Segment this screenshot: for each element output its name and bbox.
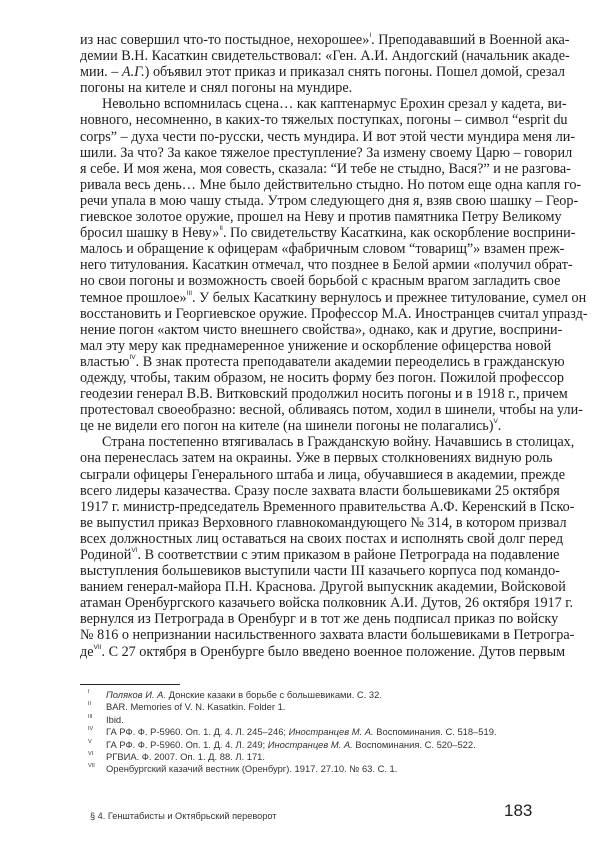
text-line — [80, 611, 559, 628]
footnote-text — [106, 714, 124, 726]
text-run: геодезии генерал В.В. Витковский продолжил носить погоны и в 1918 г., причем — [80, 386, 568, 403]
text-line — [80, 579, 566, 596]
footnote-ref[interactable]: VII — [93, 643, 102, 651]
text-line — [80, 128, 576, 145]
text-run: ГА РФ. Ф. Р-5960. Оп. 1. Д. 4. Л. 249; — [106, 738, 268, 750]
text-line — [80, 48, 570, 65]
page-number: 183 — [504, 801, 533, 820]
text-line — [80, 434, 575, 451]
text-line — [80, 241, 565, 258]
text-line — [80, 369, 564, 386]
text-run: него титулования. Касаткин отмечал, что позднее в Белой армии «получил обрат- — [80, 257, 573, 274]
footnote-ref[interactable]: II — [219, 225, 223, 233]
text-line — [80, 289, 587, 306]
text-run: я себе. И моя жена, моя совесть, сказала: “И тебе не стыдно, Вася?” и не разгова- — [80, 160, 571, 177]
text-run: бросил шашку в Неву» — [80, 225, 220, 242]
footnote-ref[interactable]: I — [369, 32, 372, 39]
running-title: § 4. Генштабисты и Октябрьский переворот — [90, 811, 277, 821]
footnote-ref[interactable]: IV — [129, 353, 136, 361]
text-line — [80, 64, 565, 81]
text-run: . С 27 октября в Оренбурге было введено военное положение. Дутов первым — [101, 643, 566, 660]
text-run: Оренбургский казачий вестник (Оренбург). 1917. 27.10. № 63. С. 1. — [106, 763, 398, 775]
text-run: одежду, чтобы, таким образом, не носить форму без погон. Пожилой профессор — [80, 369, 564, 386]
italic-text: Иностранцев М. А. — [288, 726, 374, 738]
text-line — [80, 595, 574, 612]
text-run: . По свидетельству Касаткина, как оскорбление восприни- — [222, 225, 576, 242]
text-line — [80, 530, 564, 547]
text-run: погоны на кителе и снял погоны на мундире. — [80, 80, 353, 97]
text-run: № 816 о непризнании насильственного захвата власти большевиками в Петрогра- — [80, 627, 575, 644]
text-run: Ibid. — [106, 713, 124, 725]
footnote-divider — [80, 684, 180, 685]
footnote-number: III — [88, 713, 93, 720]
footnote-number: II — [88, 701, 92, 708]
text-run: Страна постепенно втягивалась в Гражданскую войну. Начавшись в столицах, — [102, 434, 575, 451]
text-run: . У белых Касаткину вернулось и прежнее титулование, сумел он — [192, 289, 587, 306]
footnote-text — [106, 739, 476, 751]
text-line — [80, 225, 576, 242]
text-line — [80, 402, 583, 419]
text-run: Невольно вспомнилась сцена… как каптенармус Ерохин срезал у кадета, ви- — [102, 96, 567, 113]
text-run: речи упала в мою чашу стыда. Утром следующего дня я, взяв свою шашку – Геор- — [80, 192, 579, 209]
text-line — [80, 466, 566, 483]
text-run: темное прошлое» — [80, 289, 187, 306]
text-run: ) объявил этот приказ и приказал снять погоны. Пошел домой, срезал — [144, 64, 565, 81]
text-run: corps” – духа чести по-русски, честь мундира. И вот этой чести мундира меня ли- — [80, 128, 576, 145]
text-line — [80, 498, 575, 515]
text-line — [80, 273, 561, 290]
text-line — [80, 305, 588, 322]
text-run: це не видели его погон на кителе (на шинели погоны не полагались) — [80, 418, 494, 435]
text-run: Донские казаки в борьбе с большевиками. С. 32. — [166, 689, 382, 700]
text-line — [80, 112, 568, 129]
text-run: шили. За что? За какое тяжелое преступление? За измену своему Царю – говорил — [80, 144, 573, 161]
footnote-text — [106, 763, 397, 775]
text-run: мии. – — [80, 64, 122, 81]
text-line — [80, 547, 560, 563]
text-run: всего лидеры казачества. Сразу после захвата власти большевиками 25 октября — [80, 482, 560, 499]
body-text — [80, 32, 588, 660]
text-line — [80, 176, 582, 193]
text-run: выступления большевиков выступили части III казачьего корпуса под командо- — [80, 563, 560, 580]
footnote-ref[interactable]: III — [186, 289, 193, 297]
text-line — [80, 353, 565, 370]
text-run: протестовал своеобразно: весной, обливаясь потом, ходил в шинели, чтобы на ули- — [80, 402, 583, 419]
text-run: но свои погоны и возможность своей борьбой с красным врагом загладить свое — [80, 273, 561, 290]
footnote-number: V — [88, 738, 92, 745]
text-run: 1917 г. министр-председатель Временного правительства А.Ф. Керенский в Пско- — [80, 498, 575, 515]
footnote-text — [106, 751, 265, 763]
italic-text: А.Г. — [121, 64, 145, 81]
footnote — [88, 763, 548, 775]
text-run: из нас совершил что-то постыдное, нехорошее» — [80, 32, 370, 48]
footnote-number: VII — [88, 763, 95, 770]
text-run: восстановить и Георгиевское оружие. Профессор М.А. Иностранцев считал упразд- — [80, 305, 588, 322]
footnote-ref[interactable]: V — [493, 418, 498, 426]
footnote — [88, 714, 548, 726]
text-run: де — [80, 643, 94, 660]
text-run: сыграли офицеры Генерального штаба и лица, обучавшиеся в академии, прежде — [80, 466, 566, 483]
text-run: демии В.Н. Касаткин свидетельствовал: «Ген. А.И. Андогский (начальник акаде- — [80, 48, 570, 65]
footnote-number: VI — [88, 750, 94, 757]
text-run: РГВИА. Ф. 2007. Оп. 1. Д. 88. Л. 171. — [106, 750, 265, 762]
text-run: атаман Оренбургского казачьего войска полковник А.И. Дутов, 26 октября 1917 г. — [80, 595, 574, 612]
text-run: вернулся из Петрограда в Оренбург и в тот же день подписал приказ по войску — [80, 611, 559, 628]
text-run: . Преподававший в Военной ака- — [371, 32, 570, 48]
text-run: она перенеслась затем на окраины. Уже в первых столкновениях видную роль — [80, 450, 553, 467]
text-run: Воспоминания. С. 520–522. — [352, 738, 476, 750]
text-line — [80, 96, 567, 113]
text-run: ванием генерал-майора П.Н. Краснова. Другой выпускник академии, Войсковой — [80, 579, 566, 596]
footnote-text — [106, 701, 285, 713]
italic-text: Иностранцев М. А. — [267, 738, 353, 750]
text-line — [80, 257, 573, 274]
text-line — [80, 80, 546, 96]
text-line — [80, 337, 552, 354]
text-run: . В соответствии с этим приказом в районе Петрограда на подавление — [137, 547, 560, 563]
footnote — [88, 739, 548, 751]
text-line — [80, 643, 566, 660]
text-line — [80, 144, 573, 161]
text-line — [80, 32, 570, 48]
text-line — [80, 209, 562, 226]
italic-text: Поляков И. А. — [106, 689, 167, 700]
text-run: новного, несомненно, в каких-то тяжелых поступках, погоны – символ “esprit du — [80, 112, 568, 129]
text-run: ГА РФ. Ф. Р-5960. Оп. 1. Д. 4. Л. 245–246; — [106, 726, 289, 738]
text-line — [80, 514, 567, 531]
text-line — [80, 192, 579, 209]
text-line — [80, 418, 546, 434]
text-run: . — [497, 418, 502, 435]
text-line — [80, 627, 575, 644]
text-run: нение погон «актом чисто внешнего свойства», однако, как и другие, восприни- — [80, 321, 563, 338]
footnote-number: IV — [88, 726, 94, 733]
footnote-ref[interactable]: VI — [131, 547, 138, 554]
footnote-text — [106, 726, 497, 738]
text-run: мал эту меру как преднамеренное унижение и оскорбление офицерства новой — [80, 337, 552, 354]
text-run: . В знак протеста преподаватели академии переоделись в гражданскую — [135, 353, 565, 370]
text-run: гиевское золотое оружие, прошел на Неву и против памятника Петру Великому — [80, 209, 562, 226]
text-run: BAR. Memories of V. N. Kasatkin. Folder 1. — [106, 701, 286, 713]
text-run: ве выпустил приказ Верховного главнокомандующего № 314, в котором призвал — [80, 514, 567, 531]
footnotes — [88, 689, 548, 776]
text-line — [80, 482, 560, 499]
footnote-number: I — [88, 689, 90, 695]
text-line — [80, 160, 571, 177]
text-line — [80, 321, 563, 338]
text-run: ривала весь день… Мне было действительно стыдно. Но потом еще одна капля го- — [80, 176, 582, 193]
footnote — [88, 726, 548, 738]
text-run: властью — [80, 353, 130, 370]
text-line — [80, 386, 568, 403]
footnote — [88, 701, 548, 713]
text-run: Воспоминания. С. 518–519. — [373, 726, 497, 738]
footnote — [88, 689, 548, 701]
text-run: малось и обращение к офицерам «фабричным словом “товарищ”» взамен преж- — [80, 241, 565, 258]
footnote — [88, 751, 548, 763]
text-run: всех должностных лиц оставаться на своих постах и исполнять свой долг перед — [80, 530, 564, 547]
footnote-text — [106, 689, 382, 701]
text-run: Родиной — [80, 547, 132, 563]
text-line — [80, 450, 553, 467]
text-line — [80, 563, 560, 580]
